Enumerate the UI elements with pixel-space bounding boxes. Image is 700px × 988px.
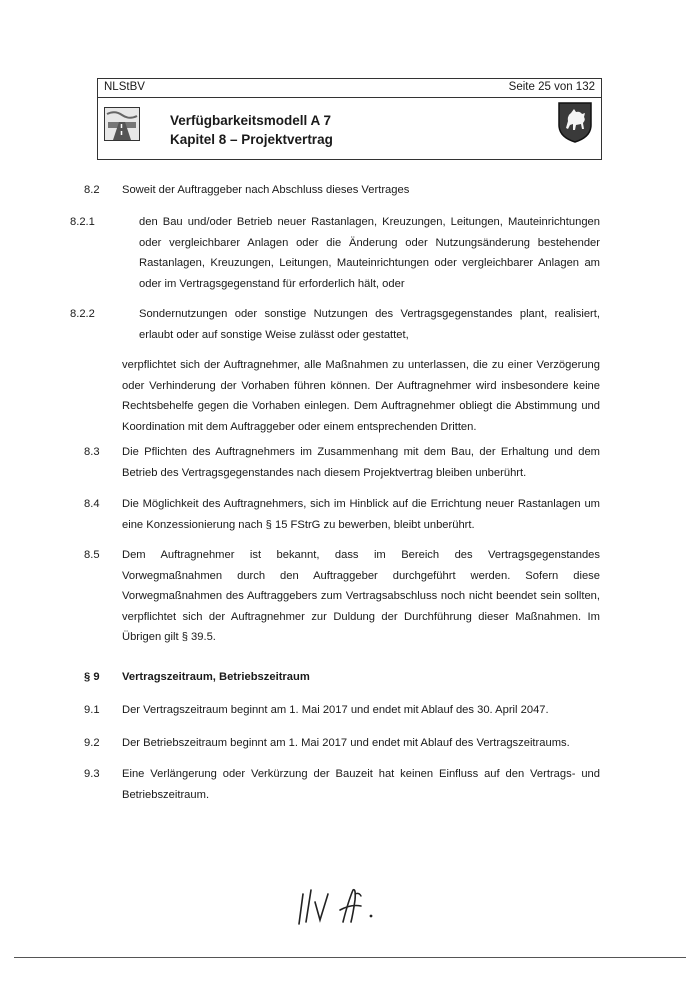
section-number: 9.1 <box>84 704 100 716</box>
footer-rule <box>14 957 686 958</box>
page-number: Seite 25 von 132 <box>508 81 595 93</box>
motorway-logo-icon <box>104 107 140 141</box>
section-text: Dem Auftragnehmer ist bekannt, dass im Bereich des Vertragsgegenstandes Vorwegmaßnahmen durch den Auftraggeber durchgeführt werden. Sofern diese Vorwegmaßnahmen des Auftraggebers zum Vertragsabschluss noch nicht beendet sein sollten, verpflichtet sich der Auftragnehmer zur Duldung der Durchführung dieser Maßnahmen. Im Übrigen gilt § 39.5. <box>122 549 600 643</box>
section-number: 9.2 <box>84 737 100 749</box>
document-header <box>97 78 602 160</box>
org-name: NLStBV <box>104 81 145 93</box>
section-number: 8.5 <box>84 549 100 561</box>
header-top-row <box>98 79 601 98</box>
section-text: den Bau und/oder Betrieb neuer Rastanlagen, Kreuzungen, Leitungen, Mauteinrichtungen oder vergleichbarer Anlagen oder die Änderung oder Nutzungsänderung bestehender Rastanlagen, Kreuzungen, Leitungen, Mauteinrichtungen oder vergleichbarer Anlagen am oder im Vertragsgegenstand für erforderlich hält, oder <box>139 216 600 290</box>
section-number: 8.4 <box>84 498 100 510</box>
document-title <box>170 111 333 149</box>
section-text: Sondernutzungen oder sonstige Nutzungen des Vertragsgegenstandes plant, realisiert, erlaubt oder auf sonstige Weise zulässt oder gestattet, <box>139 308 600 341</box>
chapter-heading: Vertragszeitraum, Betriebszeitraum <box>122 671 310 683</box>
section-text: Eine Verlängerung oder Verkürzung der Bauzeit hat keinen Einfluss auf den Vertrags- und Betriebszeitraum. <box>122 768 600 801</box>
section-number: 8.2.1 <box>70 216 95 228</box>
section-number: 8.2.2 <box>70 308 95 320</box>
section-number: 9.3 <box>84 768 100 780</box>
section-text: Der Vertragszeitraum beginnt am 1. Mai 2017 und endet mit Ablauf des 30. April 2047. <box>122 704 549 716</box>
section-number: 8.3 <box>84 446 100 458</box>
section-text: verpflichtet sich der Auftragnehmer, alle Maßnahmen zu unterlassen, die zu einer Verzögerung oder Verhinderung der Vorhaben führen können. Der Auftragnehmer wird insbesondere keine Rechtsbehelfe gegen die Vorhaben einlegen. Dem Auftragnehmer obliegt die Abstimmung und Koordination mit dem Auftraggeber oder einem entsprechenden Dritten. <box>122 359 600 433</box>
section-text: Soweit der Auftraggeber nach Abschluss dieses Vertrages <box>122 184 410 196</box>
section-text: Die Pflichten des Auftragnehmers im Zusammenhang mit dem Bau, der Erhaltung und dem Betrieb des Vertragsgegenstandes nach diesem Projektvertrag bleiben unberührt. <box>122 446 600 479</box>
horse-crest-icon <box>557 101 593 143</box>
chapter-number: § 9 <box>84 671 100 683</box>
title-line-2: Kapitel 8 – Projektvertrag <box>170 132 333 147</box>
title-line-1: Verfügbarkeitsmodell A 7 <box>170 113 332 128</box>
section-text: Die Möglichkeit des Auftragnehmers, sich im Hinblick auf die Errichtung neuer Rastanlagen um eine Konzessionierung nach § 15 FStrG zu bewerben, bleibt unberührt. <box>122 498 600 531</box>
handwritten-initials <box>295 880 385 930</box>
section-number: 8.2 <box>84 184 100 196</box>
section-text: Der Betriebszeitraum beginnt am 1. Mai 2017 und endet mit Ablauf des Vertragszeitraums. <box>122 737 570 749</box>
